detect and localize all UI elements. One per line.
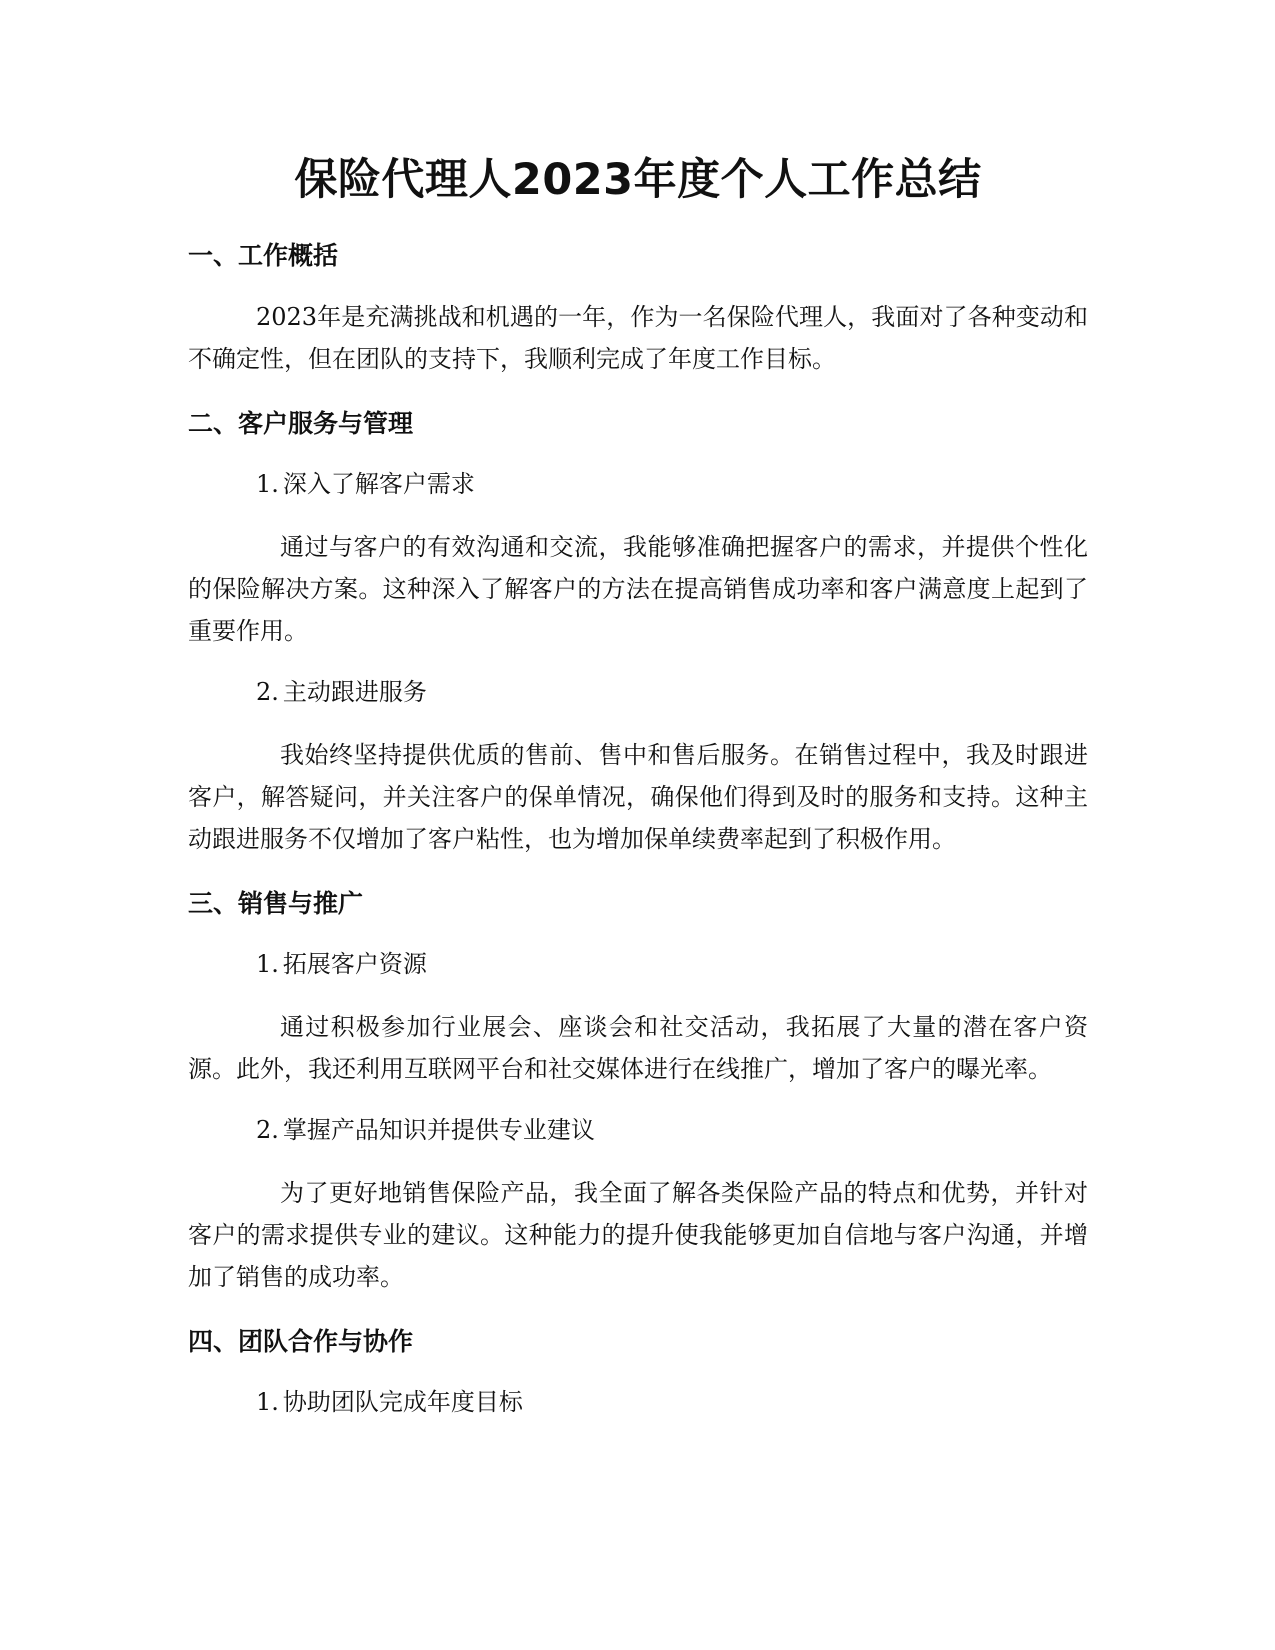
list-item-number: 1. xyxy=(256,950,279,978)
list-item-paragraph: 为了更好地销售保险产品，我全面了解各类保险产品的特点和优势，并针对客户的需求提供专业的建议。这种能力的提升使我能够更加自信地与客户沟通，并增加了销售的成功率。 xyxy=(188,1179,1088,1291)
list-item-label: 深入了解客户需求 xyxy=(282,470,475,498)
list-item xyxy=(188,464,1088,504)
list-item xyxy=(188,944,1088,984)
list-item-number: 1. xyxy=(256,1388,279,1416)
list-item-number: 2. xyxy=(256,1116,279,1144)
section-heading-4: 四、团队合作与协作 xyxy=(188,1327,414,1356)
list-item-label: 拓展客户资源 xyxy=(282,950,427,978)
list-item-label: 协助团队完成年度目标 xyxy=(282,1388,523,1416)
document-body xyxy=(188,150,1088,1422)
document-title: 保险代理人2023年度个人工作总结 xyxy=(294,155,982,205)
list-item xyxy=(188,1382,1088,1422)
section-heading-2: 二、客户服务与管理 xyxy=(188,409,414,438)
section-heading-1: 一、工作概括 xyxy=(188,241,339,270)
section-heading-3: 三、销售与推广 xyxy=(188,889,364,918)
list-item xyxy=(188,672,1088,712)
section-1-paragraph: 2023年是充满挑战和机遇的一年，作为一名保险代理人，我面对了各种变动和不确定性，但在团队的支持下，我顺利完成了年度工作目标。 xyxy=(188,303,1088,373)
list-item-paragraph: 我始终坚持提供优质的售前、售中和售后服务。在销售过程中，我及时跟进客户，解答疑问，并关注客户的保单情况，确保他们得到及时的服务和支持。这种主动跟进服务不仅增加了客户粘性，也为增加保单续费率起到了积极作用。 xyxy=(188,741,1088,853)
list-item xyxy=(188,1110,1088,1150)
list-item-paragraph: 通过积极参加行业展会、座谈会和社交活动，我拓展了大量的潜在客户资源。此外，我还利用互联网平台和社交媒体进行在线推广，增加了客户的曝光率。 xyxy=(188,1013,1088,1083)
list-item-label: 主动跟进服务 xyxy=(282,678,427,706)
list-item-paragraph: 通过与客户的有效沟通和交流，我能够准确把握客户的需求，并提供个性化的保险解决方案。这种深入了解客户的方法在提高销售成功率和客户满意度上起到了重要作用。 xyxy=(188,533,1088,645)
list-item-label: 掌握产品知识并提供专业建议 xyxy=(282,1116,595,1144)
list-item-number: 1. xyxy=(256,470,279,498)
list-item-number: 2. xyxy=(256,678,279,706)
